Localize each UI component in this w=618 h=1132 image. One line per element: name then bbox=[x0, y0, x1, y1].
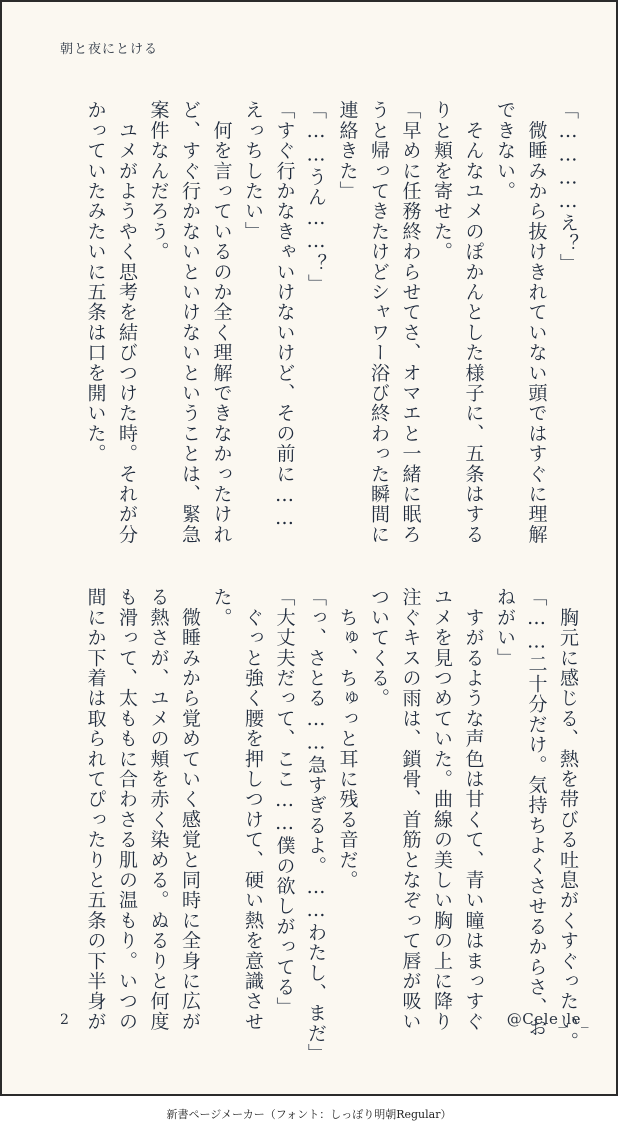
text-line: 注ぐキスの雨は、鎖骨、首筋となぞって唇が吸い bbox=[399, 587, 422, 1032]
text-line: ついてくる。 bbox=[368, 587, 390, 709]
text-line: 「……うん……？」 bbox=[305, 100, 327, 294]
text-line: 「早めに任務終わらせてさ、オマエと一緒に眠ろ bbox=[399, 100, 422, 545]
text-line: ぐっと強く腰を押しつけて、硬い熱を意識させ bbox=[242, 587, 264, 1032]
text-line: ユメを見つめていた。曲線の美しい胸の上に降り bbox=[431, 587, 453, 1032]
text-line: ちゅ、ちゅっと耳に残る音だ。 bbox=[336, 587, 359, 890]
text-line: 何を言っているのか全く理解できなかったけれ bbox=[210, 100, 233, 545]
text-line: 微睡みから覚めていく感覚と同時に全身に広が bbox=[179, 587, 201, 1032]
text-line: できない。 bbox=[494, 100, 516, 201]
generator-credit: 新書ページメーカー（フォント：しっぽり明朝Regular） bbox=[166, 1108, 452, 1121]
text-line: 「大丈夫だって、ここ……僕の欲しがってる」 bbox=[273, 587, 296, 1018]
text-line: 微睡みから抜けきれていない頭ではすぐに理解 bbox=[525, 100, 548, 545]
text-line: すがるような声色は甘くて、青い瞳はまっすぐ bbox=[462, 587, 485, 1032]
text-line: 「…………え？」 bbox=[557, 100, 579, 274]
text-line: 「すぐ行かなきゃいけないけど、その前に…… bbox=[273, 100, 296, 531]
text-line: ど、すぐ行かないといけないということは、緊急 bbox=[179, 100, 201, 545]
text-line: 「っ、さとる……急すぎるよ。……わたし、まだ」 bbox=[305, 587, 327, 1064]
text-line: うと帰ってきたけどシャワー浴び終わった瞬間に bbox=[368, 100, 390, 545]
text-line: 胸元に感じる、熱を帯びる吐息がくすぐったい。 bbox=[557, 587, 579, 1052]
text-line: 「……二十分だけ。気持ちよくさせるからさ、お bbox=[525, 587, 548, 1038]
text-line: りと頬を寄せた。 bbox=[431, 100, 453, 262]
text-line: ねがい」 bbox=[494, 587, 516, 668]
text-line: 案件なんだろう。 bbox=[147, 100, 170, 262]
text-line: かっていたみたいに五条は口を開いた。 bbox=[84, 100, 107, 464]
text-line: そんなユメのぽかんとした様子に、五条はする bbox=[462, 100, 485, 545]
text-line: えっちしたい」 bbox=[242, 100, 264, 242]
text-line: た。 bbox=[210, 587, 233, 628]
text-line: る熱さが、ユメの頬を赤く染める。ぬるりと何度 bbox=[147, 587, 170, 1032]
page-number: 2 bbox=[60, 1012, 69, 1028]
text-line: 連絡きた」 bbox=[336, 100, 359, 201]
text-line: 間にか下着は取られてぴったりと五条の下半身が bbox=[84, 587, 107, 1032]
text-line: ユメがようやく思考を結びつけた時。それが分 bbox=[116, 100, 138, 545]
text-line: も滑って、太ももに合わさる肌の温もり。いつの bbox=[116, 587, 138, 1032]
book-title: 朝と夜にとける bbox=[60, 42, 159, 57]
author-handle: @Cele_le_ bbox=[506, 1010, 589, 1028]
